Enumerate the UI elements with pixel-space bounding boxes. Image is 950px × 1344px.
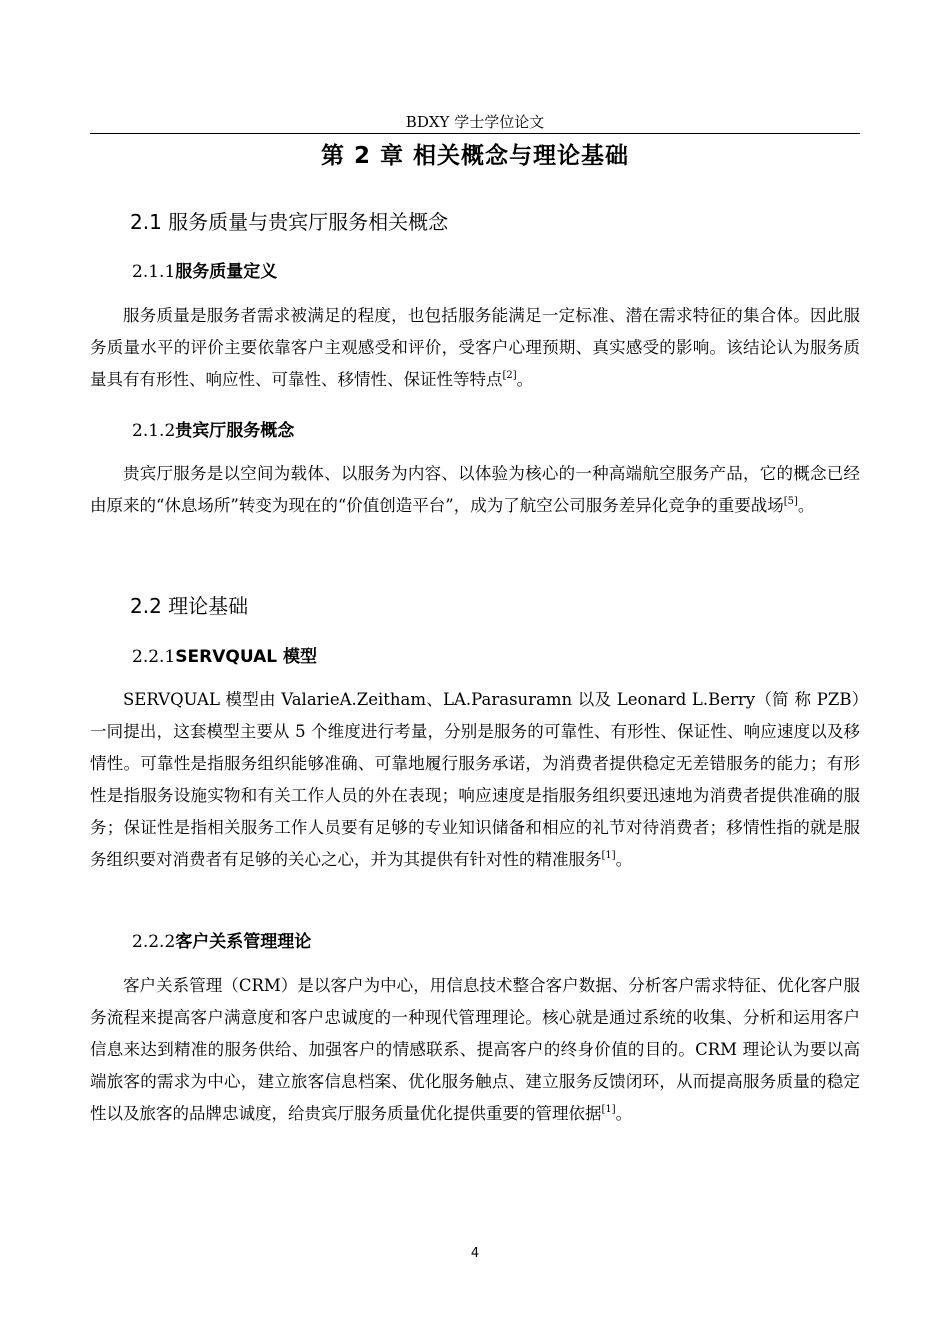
paragraph-text: SERVQUAL 模型由 ValarieA.Zeitham、LA.Parasuramn 以及 Leonard L.Berry（简 称 PZB）一同提出，这套模型主要从 5 个维度进行考量，分别是服务的可靠性、有形性、保证性、响应速度以及移情性。可靠性是指服务组织能够准确、可靠地履行服务承诺，为消费者提供稳定无差错服务的能力；有形性是指服务设施实物和有关工作人员的外在表现；响应速度是指服务组织要迅速地为消费者提供准确的服务；保证性是指相关服务工作人员要有足够的专业知识储备和相应的礼节对待消费者；移情性指的就是服务组织要对消费者有足够的关心之心，并为其提供有针对性的精准服务 bbox=[90, 690, 860, 869]
paragraph-text: 贵宾厅服务是以空间为载体、以服务为内容、以体验为核心的一种高端航空服务产品，它的概念已经由原来的“休息场所”转变为现在的“价值创造平台”，成为了航空公司服务差异化竞争的重要战场 bbox=[90, 464, 860, 515]
paragraph-service-quality bbox=[90, 300, 860, 396]
subsection-heading-2-2-2 bbox=[132, 930, 852, 954]
paragraph-vip-lounge bbox=[90, 458, 860, 522]
subsection-heading-2-1-1 bbox=[132, 260, 852, 284]
chapter-title: 第 2 章 相关概念与理论基础 bbox=[320, 143, 630, 169]
subsection-heading-2-2-1 bbox=[132, 645, 852, 669]
citation: [2] bbox=[502, 370, 517, 381]
paragraph-text: 服务质量是服务者需求被满足的程度，也包括服务能满足一定标准、潜在需求特征的集合体。因此服务质量水平的评价主要依靠客户主观感受和评价，受客户心理预期、真实感受的影响。该结论认为服务质量具有有形性、响应性、可靠性、移情性、保证性等特点 bbox=[90, 306, 860, 389]
running-header: BDXY 学士学位论文 bbox=[405, 113, 545, 131]
paragraph-end: 。 bbox=[615, 850, 633, 869]
subsection-title: 贵宾厅服务概念 bbox=[175, 421, 295, 441]
paragraph-text: 客户关系管理（CRM）是以客户为中心，用信息技术整合客户数据、分析客户需求特征、优化客户服务流程来提高客户满意度和客户忠诚度的一种现代管理理论。核心就是通过系统的收集、分析和运用客户信息来达到精准的服务供给、加强客户的情感联系、提高客户的终身价值的目的。CRM 理论认为要以高端旅客的需求为中心，建立旅客信息档案、优化服务触点、建立服务反馈闭环，从而提高服务质量的稳定性以及旅客的品牌忠诚度，给贵宾厅服务质量优化提供重要的管理依据 bbox=[90, 976, 860, 1123]
citation: [1] bbox=[601, 1104, 616, 1115]
citation: [1] bbox=[601, 850, 616, 861]
subsection-number: 2.1.1 bbox=[132, 262, 176, 282]
paragraph-end: 。 bbox=[516, 370, 534, 389]
paragraph-servqual bbox=[90, 684, 860, 876]
page-number: 4 bbox=[470, 1246, 480, 1261]
section-heading-2-2: 2.2 理论基础 bbox=[130, 594, 249, 618]
paragraph-end: 。 bbox=[615, 1104, 633, 1123]
section-heading-2-1: 2.1 服务质量与贵宾厅服务相关概念 bbox=[130, 210, 449, 234]
subsection-number: 2.2.1 bbox=[132, 647, 176, 667]
subsection-title: 客户关系管理理论 bbox=[175, 932, 312, 952]
subsection-title: SERVQUAL 模型 bbox=[175, 647, 318, 667]
subsection-number: 2.2.2 bbox=[132, 932, 176, 952]
citation: [5] bbox=[783, 496, 798, 507]
subsection-number: 2.1.2 bbox=[132, 421, 176, 441]
header-rule bbox=[90, 133, 860, 134]
subsection-title: 服务质量定义 bbox=[175, 262, 278, 282]
paragraph-end: 。 bbox=[797, 496, 815, 515]
paragraph-crm bbox=[90, 970, 860, 1130]
subsection-heading-2-1-2 bbox=[132, 419, 852, 443]
